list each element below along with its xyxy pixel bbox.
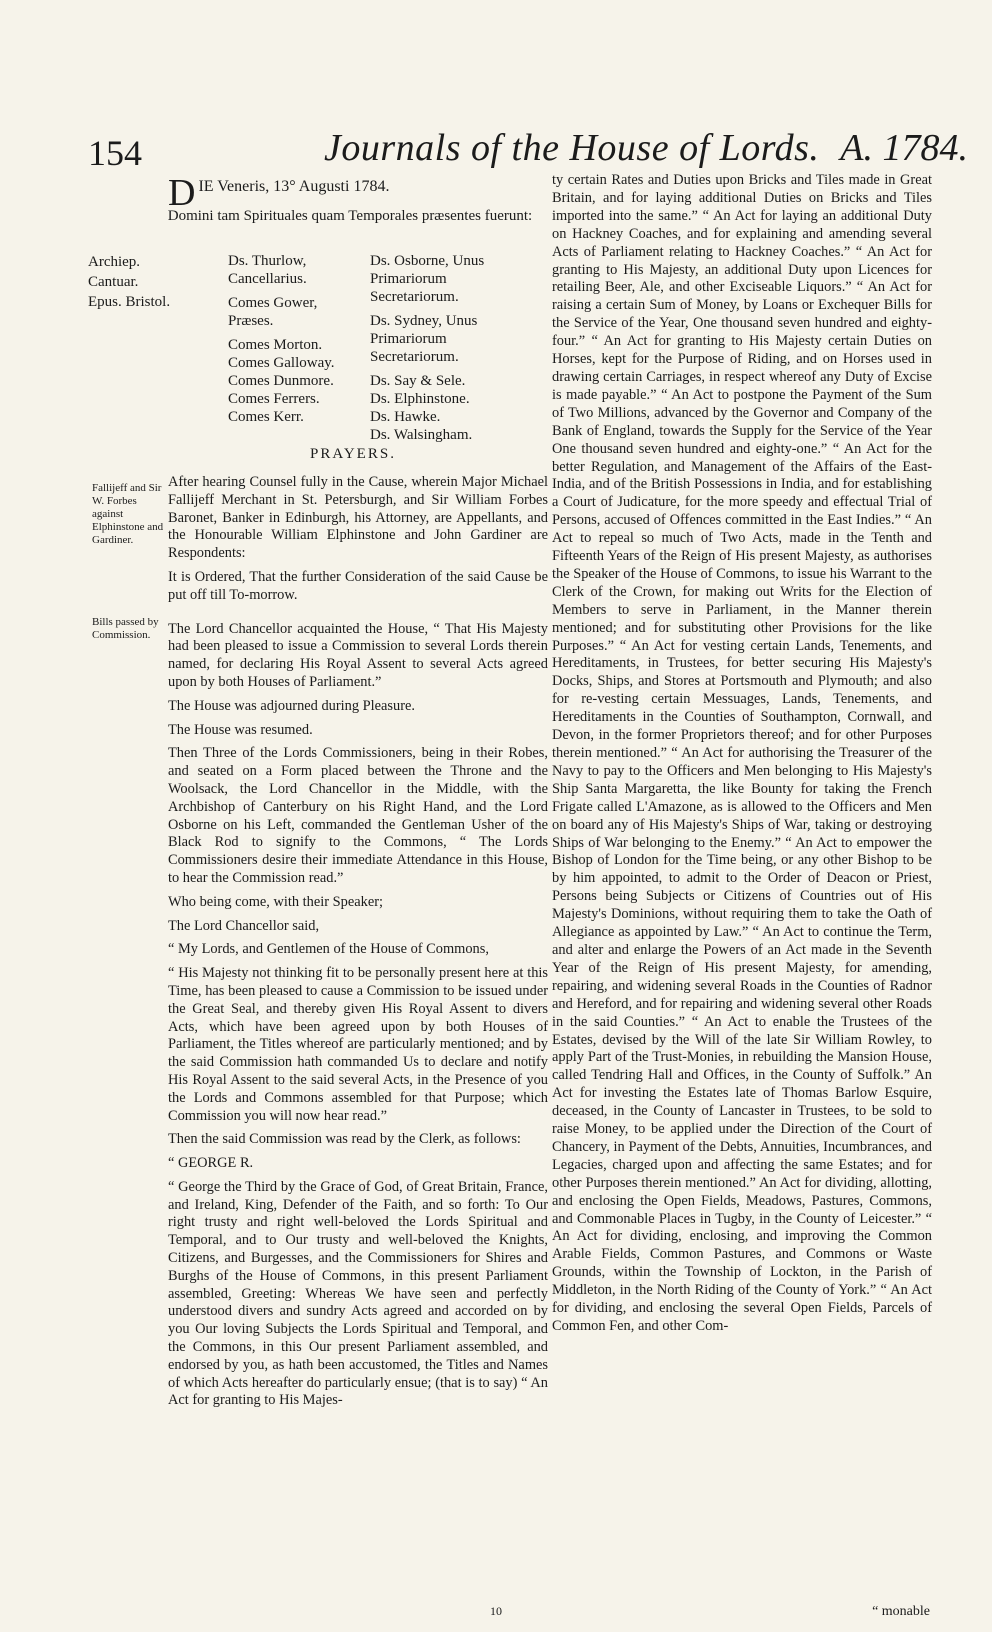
paragraph: “ My Lords, and Gentlemen of the House of Commons, (168, 941, 489, 958)
paragraph: The Lord Chancellor said, (168, 917, 320, 934)
roster-entry: Comes Dunmore. (228, 373, 334, 389)
paragraph: After hearing Counsel fully in the Cause, wherein Major Michael Fallijeff Merchant in St. Petersburgh, and Sir William Forbes Baronet, Banker in Edinburgh, his Attorney, are Appellants, and the Honourable William Elphinstone and John Gardiner are Respondents: (168, 474, 548, 562)
margin-note: Bills passed by Commission. (92, 616, 159, 641)
roster-entry: Comes Gower, Præses. (228, 295, 318, 329)
paragraph: The House was adjourned during Pleasure. (168, 697, 415, 714)
right-column (552, 172, 932, 1342)
paragraph: The Lord Chancellor acquainted the House, “ That His Majesty had been pleased to issue a Commission to several Lords therein named, for declaring His Royal Assent to several Acts agreed upon by both Houses of Parliament.” (168, 620, 548, 690)
roster-entry: Ds. Sydney, Unus Primariorum Secretariorum. (370, 313, 478, 365)
paragraph: “ His Majesty not thinking fit to be personally present here at this Time, has been pleased to cause a Commission to be issued under the Great Seal, and thereby given His Royal Assent to divers Acts, which have been agreed upon by both Houses of Parliament, the Titles whereof are particularly mentioned; and by the said Commission hath commanded Us to declare and notify His Royal Assent to the said several Acts, in the Presence of you the Lords and Commons assembled for that Purpose; which Commission you will now hear read.” (168, 965, 548, 1124)
catchword: “ monable (872, 1604, 930, 1619)
roster-entry: Epus. Bristol. (88, 294, 171, 310)
roster-col-3 (370, 252, 500, 444)
date-text: IE Veneris, 13° Augusti 1784. (198, 178, 390, 195)
roster-entry: Ds. Walsingham. (370, 427, 473, 443)
drop-cap: D (168, 172, 196, 214)
paragraph: The House was resumed. (168, 721, 313, 738)
page-title: Journals of the House of Lords. (324, 127, 820, 169)
date-line (168, 172, 538, 214)
prayers-heading: PRAYERS. (310, 446, 396, 462)
roster-entry: Comes Morton. (228, 337, 323, 353)
roster-entry: Ds. Say & Sele. (370, 373, 466, 389)
roster-entry: Ds. Elphinstone. (370, 391, 470, 407)
page-number: 154 (88, 133, 142, 173)
margin-note: Fallijeff and Sir W. Forbes against Elphinstone and Gardiner. (92, 482, 164, 546)
paragraph: Then Three of the Lords Commissioners, being in their Robes, and seated on a Form placed between the Throne and the Woolsack, the Lord Chancellor in the Middle, with the Archbishop of Canterbury on his Right Hand, and the Lord Osborne on his Left, commanded the Gentleman Usher of the Black Rod to signify to the Commons, “ The Lords Commissioners desire their immediate Attendance in this House, to hear the Commission read.” (168, 745, 548, 886)
roster-entry: Comes Kerr. (228, 409, 304, 425)
roster-entry: Comes Galloway. (228, 355, 335, 371)
roster-entry: Ds. Hawke. (370, 409, 441, 425)
signature-mark: 10 (490, 1604, 502, 1618)
roster-entry: Ds. Thurlow, Cancellarius. (228, 253, 307, 287)
left-column (168, 474, 548, 1416)
roster-entry: Ds. Osborne, Unus Primariorum Secretariorum. (370, 253, 485, 305)
roster-col-2 (228, 252, 360, 426)
paragraph: Then the said Commission was read by the Clerk, as follows: (168, 1131, 521, 1148)
paragraph: “ GEORGE R. (168, 1155, 254, 1172)
roster-col-1 (88, 252, 176, 312)
paragraph: It is Ordered, That the further Consideration of the said Cause be put off till To-morrow. (168, 568, 548, 603)
page-year: A. 1784. (840, 127, 968, 169)
paragraph: ty certain Rates and Duties upon Bricks and Tiles made in Great Britain, and for laying additional Duties on Bricks and Tiles imported into the same.” “ An Act for laying an additional Duty on Hackney Coaches, and for explaining and amending several Acts of Parliament relating to Hackney Coaches.” “ An Act for granting to His Majesty, an additional Duty upon Licences for retailing Beer, Ale, and other Exciseable Liquors.” “ An Act for raising a certain Sum of Money, by Loans or Exchequer Bills for the Service of the Year, One thousand seven hundred and eighty-four.” “ An Act for granting to His Majesty certain Duties on Horses, kept for the Purpose of Riding, and on Horses used in drawing certain Carriages, in respect whereof any Duty of Excise is made payable.” “ An Act to postpone the Payment of the Sum of Two Millions, advanced by the Governor and Company of the Bank of England, towards the Supply for the Service of the Year One thousand seven hundred and eighty-one.” “ An Act for the better Regulation, and Management of the Affairs of the East-India, and of the British Possessions in India, and for establishing a Court of Judicature, for the more speedy and effectual Trial of Persons, accused of Offences committed in the East Indies.” “ An Act to repeal so much of Two Acts, made in the Tenth and Fifteenth Years of the Reign of His present Majesty, as authorises the Speaker of the House of Commons, to issue his Warrant to the Clerk of the Crown, for making out Writs for the Election of Members to serve in Parliament, in the Manner therein mentioned; and for substituting other Provisions for the like Purposes.” “ An Act for vesting certain Lands, Tenements, and Hereditaments, in Trustees, for better securing His Majesty's Docks, Ships, and Stores at Portsmouth and Plymouth; and also for re-vesting certain Messuages, Lands, Tenements, and Hereditaments in the Counties of Southampton, Cornwall, and Devon, in the former Proprietors thereof; and for other Purposes therein mentioned.” “ An Act for authorising the Treasurer of the Navy to pay to the Officers and Men belonging to His Majesty's Ship Santa Margaretta, the like Bounty for taking the French Frigate called L'Amazone, as is allowed to the Officers and Men on board any of His Majesty's Ships of War, taking or destroying Ships of War belonging to the Enemy.” “ An Act to empower the Bishop of London for the Time being, or any other Bishop to be by him appointed, to admit to the Order of Deacon or Priest, Persons being Subjects or Citizens of Countries out of His Majesty's Dominions, without requiring them to take the Oath of Allegiance as appointed by Law.” “ An Act to continue the Term, and alter and enlarge the Powers of an Act made in the Seventh Year of the Reign of His present Majesty, for amending, repairing, and widening several Roads in the Counties of Radnor and Hereford, and for repairing and widening several other Roads in the said Counties.” “ An Act to enable the Trustees of the Estates, devised by the Will of the late Sir William Rowley, to apply Part of the Trust-Monies, in rebuilding the Mansion House, called Tendring Hall and Offices, in the County of Suffolk.” An Act for investing the Estates late of Thomas Barlow Esquire, deceased, in the County of Lancaster in Trustees, to be sold to raise Money, to be applied under the Direction of the Court of Chancery, in Payment of the Debts, Annuities, Incumbrances, and Legacies, charged upon and affecting the same Estates; and for other Purposes therein mentioned.” An Act for dividing, allotting, and enclosing the Open Fields, Meadows, Pastures, Commons, and Commonable Places in Tugby, in the County of Leicester.” “ An Act for dividing, enclosing, and improving the Common Arable Fields, Common Pastures, and Commons or Waste Grounds, within the Township of Lockton, in the Parish of Middleton, in the North Riding of the County of York.” “ An Act for dividing, and enclosing the several Open Fields, Parcels of Common Fen, and other Com- (552, 172, 932, 1334)
roster-entry: Comes Ferrers. (228, 391, 320, 407)
roster-entry: Archiep. Cantuar. (88, 254, 141, 290)
present-line: Domini tam Spirituales quam Temporales præsentes fuerunt: (167, 208, 533, 224)
paragraph: “ George the Third by the Grace of God, of Great Britain, France, and Ireland, King, Defender of the Faith, and so forth: To Our right trusty and right well-beloved the Lords Spiritual and Temporal, and to Our trusty and well-beloved the Knights, Citizens, and Burgesses, and the Commissioners for Shires and Burghs of the House of Commons, in this present Parliament assembled, Greeting: Whereas We have seen and perfectly understood divers and sundry Acts agreed and accorded on by you Our loving Subjects the Lords Spiritual and Temporal, and the Commons, in this Our present Parliament assembled, and endorsed by you, as hath been accustomed, the Titles and Names of which Acts hereafter do particularly ensue; (that is to say) “ An Act for granting to His Majes- (168, 1178, 548, 1409)
paragraph: Who being come, with their Speaker; (168, 893, 383, 910)
